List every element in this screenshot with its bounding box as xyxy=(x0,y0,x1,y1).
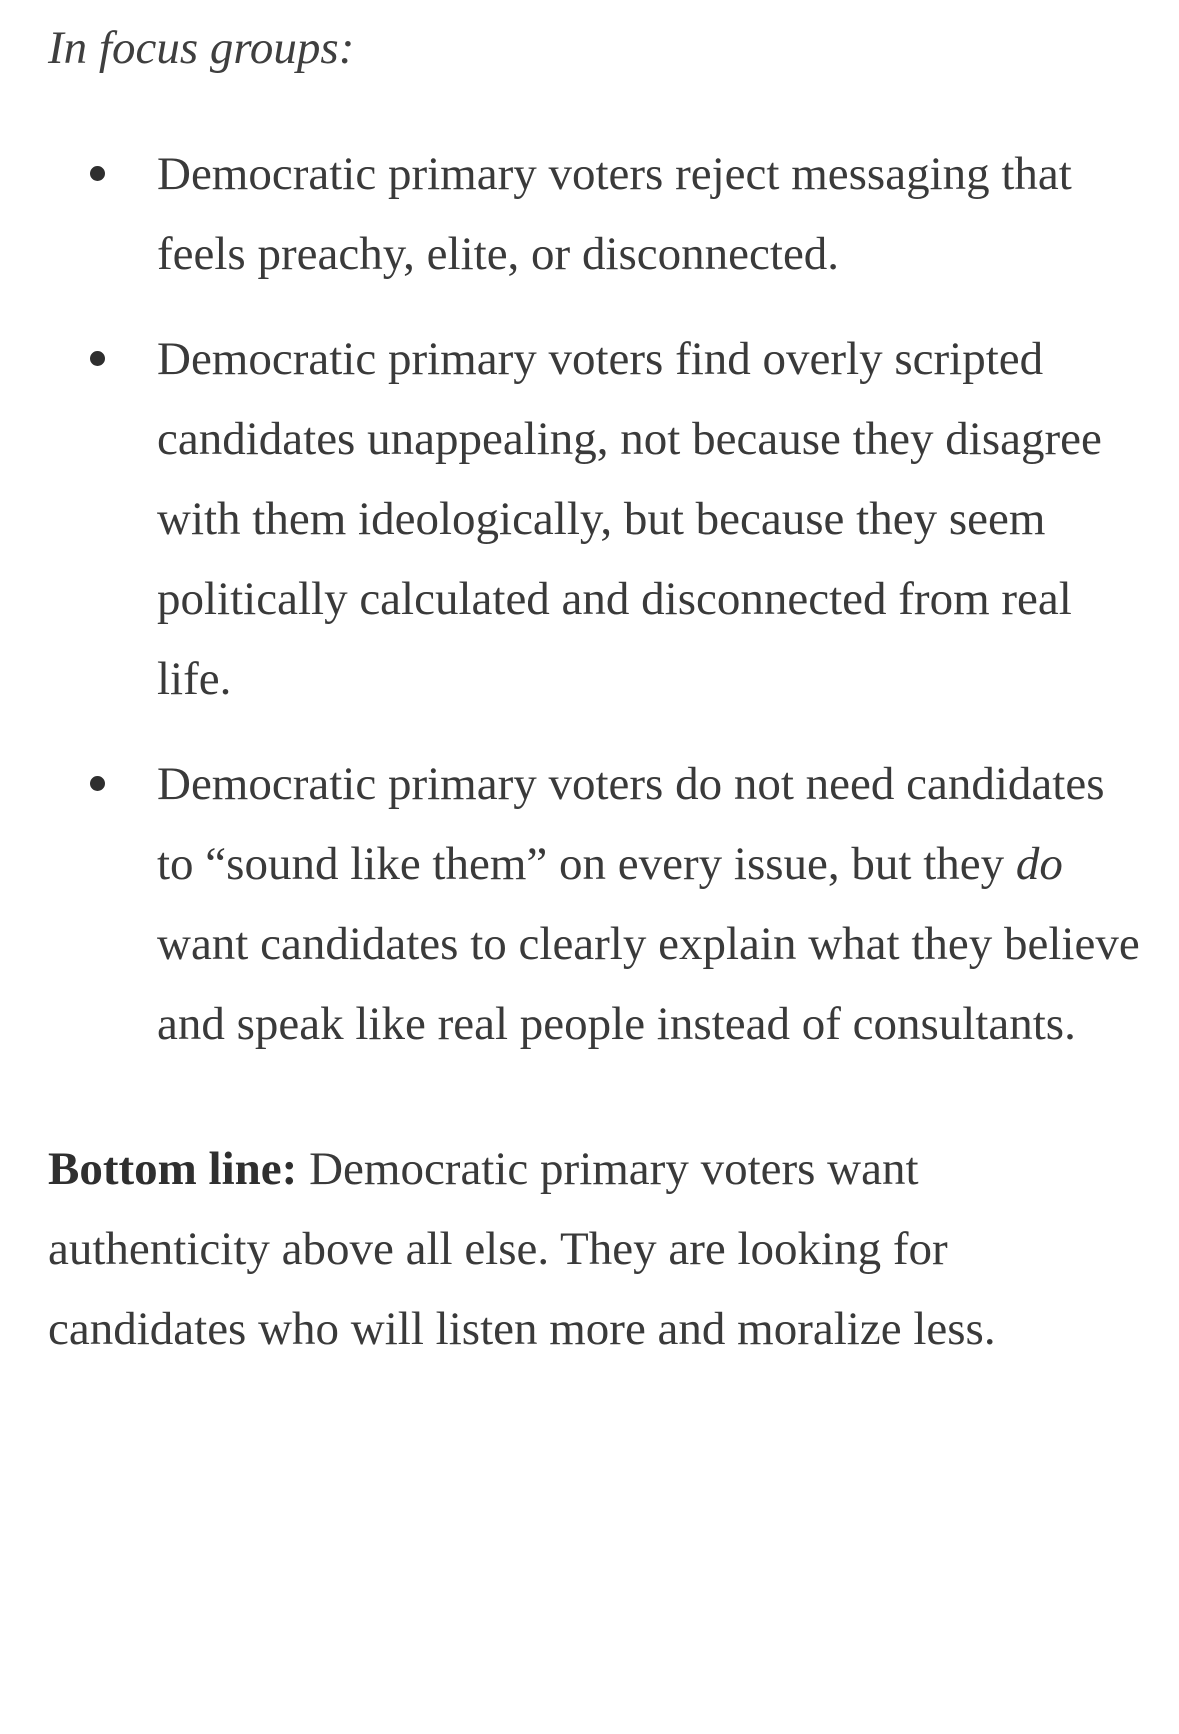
list-item xyxy=(48,744,1148,1064)
list-item-text-start: Democratic primary voters do not need candidates to “sound like them” on every issue, but they xyxy=(157,758,1105,890)
list-item-text-end: want candidates to clearly explain what they believe and speak like real people instead of consultants. xyxy=(157,918,1140,1050)
emphasis-text: do xyxy=(1015,838,1063,890)
bottom-line-paragraph xyxy=(48,1129,1148,1369)
bullet-icon xyxy=(90,166,105,181)
bullet-icon xyxy=(90,351,105,366)
intro-heading: In focus groups: xyxy=(48,22,355,74)
list-item-text: Democratic primary voters reject messaging that feels preachy, elite, or disconnected. xyxy=(157,148,1072,280)
list-item-text: Democratic primary voters find overly scripted candidates unappealing, not because they disagree with them ideologically, but because they seem politically calculated and disconnected from real life. xyxy=(157,333,1102,705)
list-item-text xyxy=(157,758,1140,1050)
bullet-icon xyxy=(90,776,105,791)
list-item xyxy=(48,134,1148,294)
bottom-line-label: Bottom line: xyxy=(48,1143,298,1195)
bottom-line-text: Democratic primary voters want authenticity above all else. They are looking for candidates who will listen more and moralize less. xyxy=(48,1143,996,1355)
findings-list xyxy=(48,134,1148,1064)
list-item xyxy=(48,319,1148,719)
article-body xyxy=(48,0,1148,1369)
